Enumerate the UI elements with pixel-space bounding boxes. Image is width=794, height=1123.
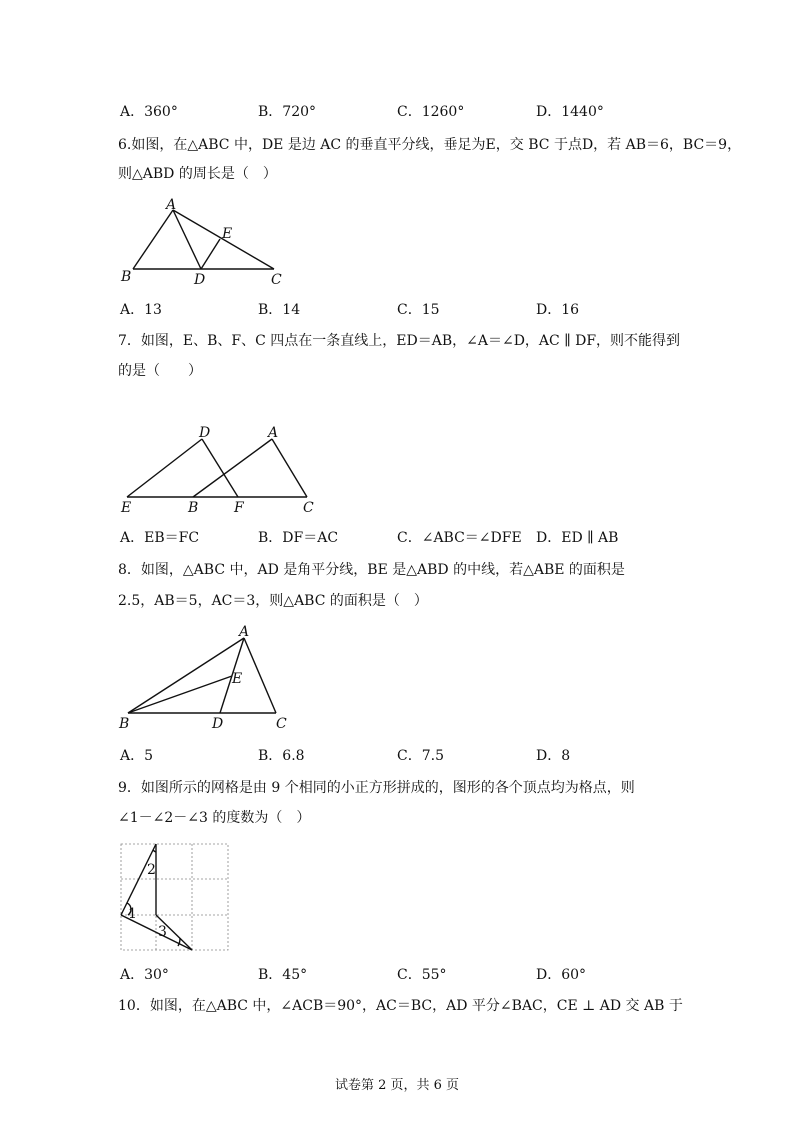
q6-option-b: B．14 — [258, 302, 301, 318]
q5-option-b: B．720° — [258, 104, 317, 120]
page-footer: 试卷第 2 页，共 6 页 — [334, 1078, 460, 1093]
q10-stem-line1: 10．如图，在△ABC 中，∠ACB＝90°，AC＝BC，AD 平分∠BAC，CE ⊥ AD 交 AB 于 — [118, 998, 683, 1014]
q6-label-d: D — [194, 272, 206, 288]
q7-label-d: D — [199, 425, 211, 441]
q7-label-e: E — [121, 500, 132, 516]
q7-option-d: D．ED ∥ AB — [536, 530, 619, 546]
q6-label-c: C — [271, 272, 282, 288]
q9-stem-line1: 9．如图所示的网格是由 9 个相同的小正方形拼成的，图形的各个顶点均为格点，则 — [118, 780, 635, 796]
q7-stem-line1: 7．如图，E、B、F、C 四点在一条直线上，ED＝AB，∠A＝∠D，AC ∥ DF，则不能得到 — [118, 333, 681, 349]
q8-label-e: E — [232, 671, 243, 687]
q6-label-e: E — [222, 226, 233, 242]
q7-label-f: F — [234, 500, 244, 516]
q6-option-a: A．13 — [120, 302, 162, 318]
q9-segment-1 — [121, 844, 156, 915]
q8-stem-line2: 2.5，AB＝5，AC＝3，则△ABC 的面积是（ ） — [118, 593, 428, 609]
q9-option-a: A．30° — [120, 967, 169, 983]
q7-label-b: B — [188, 500, 199, 516]
q9-angle3-arc — [178, 938, 180, 946]
q9-stem-line2: ∠1－∠2－∠3 的度数为（ ） — [118, 810, 311, 826]
q6-stem-line1: 6.如图，在△ABC 中，DE 是边 AC 的垂直平分线，垂足为E，交 BC 于点D，若 AB＝6，BC＝9， — [118, 137, 742, 153]
q8-option-c: C．7.5 — [397, 748, 444, 764]
q5-option-d: D．1440° — [536, 104, 604, 120]
q6-option-d: D．16 — [536, 302, 580, 318]
q8-label-b: B — [119, 716, 130, 732]
q9-label-1: 1 — [128, 906, 137, 922]
q8-label-d: D — [212, 716, 224, 732]
q7-label-a: A — [268, 425, 279, 441]
q7-stem-line2: 的是（ ） — [118, 363, 202, 379]
q9-option-b: B．45° — [258, 967, 308, 983]
q8-option-a: A．5 — [120, 748, 154, 764]
q5-option-a: A．360° — [120, 104, 178, 120]
q9-label-2: 2 — [147, 862, 156, 878]
q7-option-b: B．DF＝AC — [258, 530, 339, 546]
q5-option-c: C．1260° — [397, 104, 465, 120]
q6-option-c: C．15 — [397, 302, 440, 318]
q9-option-d: D．60° — [536, 967, 587, 983]
q9-label-3: 3 — [158, 924, 167, 940]
q9-option-c: C．55° — [397, 967, 447, 983]
q7-label-c: C — [303, 500, 314, 516]
q7-option-c: C．∠ABC＝∠DFE — [397, 530, 522, 546]
q9-grid — [121, 844, 228, 950]
q8-label-c: C — [276, 716, 287, 732]
q6-label-a: A — [166, 197, 177, 213]
q8-stem-line1: 8．如图，△ABC 中，AD 是角平分线，BE 是△ABD 的中线，若△ABE 的面积是 — [118, 562, 625, 578]
q7-option-a: A．EB＝FC — [120, 530, 200, 546]
q6-label-b: B — [121, 269, 132, 285]
q6-stem-line2: 则△ABD 的周长是（ ） — [118, 166, 277, 182]
q8-option-d: D．8 — [536, 748, 571, 764]
q8-option-b: B．6.8 — [258, 748, 305, 764]
q8-label-a: A — [239, 624, 250, 640]
